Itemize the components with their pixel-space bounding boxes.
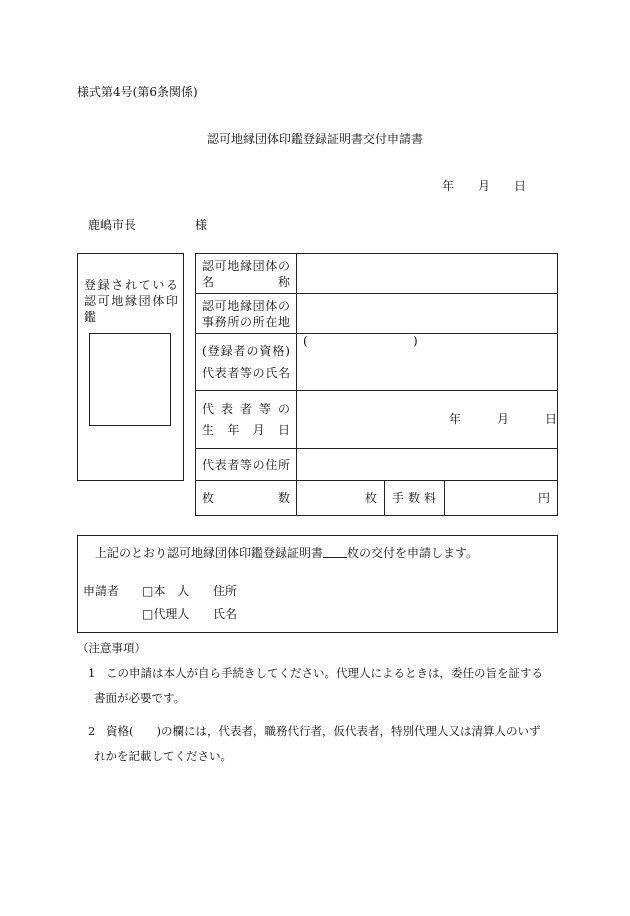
note-1-number: 1 bbox=[88, 666, 96, 680]
representative-address-label-cell bbox=[196, 449, 297, 481]
office-address-field bbox=[297, 294, 558, 334]
seal-box-label-line1: 登録されている bbox=[84, 278, 178, 292]
office-address-label-line1: 認可地縁団体の bbox=[202, 298, 290, 313]
note-2-text: 資格( )の欄には，代表者，職務代行者，仮代表者，特別代理人又は清算人のいず bbox=[106, 724, 541, 738]
applicant-self-checkbox: □本 人 bbox=[142, 584, 190, 598]
copies-label-cell bbox=[196, 481, 297, 516]
application-statement-box bbox=[77, 535, 558, 633]
applicant-agent-checkbox: □代理人 bbox=[142, 607, 190, 621]
fee-field bbox=[445, 481, 558, 516]
statement-text-after: 枚の交付を申請します。 bbox=[347, 546, 479, 560]
representative-name-field bbox=[297, 334, 558, 391]
representative-address-field bbox=[297, 449, 558, 481]
copies-label: 枚 数 bbox=[202, 491, 290, 505]
note-2-number: 2 bbox=[88, 724, 96, 738]
org-name-label-line2: 名 称 bbox=[202, 274, 290, 289]
birth-date-field bbox=[297, 391, 558, 449]
fee-label-cell bbox=[385, 481, 445, 516]
addressee-honorific: 様 bbox=[195, 218, 208, 232]
copies-field bbox=[297, 481, 385, 516]
notes-heading: （注意事項） bbox=[77, 641, 146, 655]
statement-text-before: 上記のとおり認可地縁団体印鑑登録証明書 bbox=[95, 546, 324, 560]
birth-date-label-cell bbox=[196, 391, 297, 449]
qualification-paren-open: ( bbox=[303, 334, 308, 348]
form-number: 様式第4号(第6条関係) bbox=[77, 85, 198, 99]
org-name-label-line1: 認可地縁団体の bbox=[202, 258, 290, 273]
seal-box-label-line2: 認可地縁団体印鑑 bbox=[84, 294, 178, 324]
application-date: 年 月 日 bbox=[442, 179, 527, 193]
fee-label: 手 数 料 bbox=[392, 491, 436, 505]
applicant-name-label: 氏名 bbox=[213, 607, 238, 621]
applicant-address-label: 住所 bbox=[213, 584, 238, 598]
birth-date-label-line1: 代 表 者 等 の bbox=[202, 401, 290, 416]
representative-name-label-cell bbox=[196, 334, 297, 391]
addressee-name: 鹿嶋市長 bbox=[88, 218, 137, 232]
representative-address-label: 代表者等の住所 bbox=[202, 457, 290, 472]
fee-unit: 円 bbox=[537, 491, 550, 505]
application-details-table bbox=[195, 253, 558, 516]
registered-seal-box bbox=[77, 253, 184, 481]
application-statement bbox=[95, 546, 478, 559]
representative-name-label: 代表者等の氏名 bbox=[202, 366, 290, 380]
copies-count-blank bbox=[323, 546, 347, 558]
qualification-paren-close: ) bbox=[413, 334, 418, 348]
office-address-label-cell bbox=[196, 294, 297, 334]
registrant-qualification-label: (登録者の資格) bbox=[202, 344, 290, 358]
org-name-field bbox=[297, 254, 558, 294]
seal-impression-area bbox=[89, 333, 171, 426]
form-title: 認可地縁団体印鑑登録証明書交付申請書 bbox=[206, 132, 423, 146]
copies-unit: 枚 bbox=[364, 491, 377, 505]
birth-date-units: 年 月 日 bbox=[449, 412, 558, 426]
office-address-label-line2: 事務所の所在地 bbox=[202, 314, 290, 329]
note-1-continuation: 書面が必要です。 bbox=[94, 691, 186, 705]
org-name-label-cell bbox=[196, 254, 297, 294]
birth-date-label-line2: 生 年 月 日 bbox=[202, 422, 290, 437]
note-2-continuation: れかを記載してください。 bbox=[94, 749, 232, 763]
applicant-label: 申請者 bbox=[83, 584, 120, 598]
note-1-text: この申請は本人が自ら手続きしてください。代理人によるときは，委任の旨を証する bbox=[106, 666, 543, 680]
